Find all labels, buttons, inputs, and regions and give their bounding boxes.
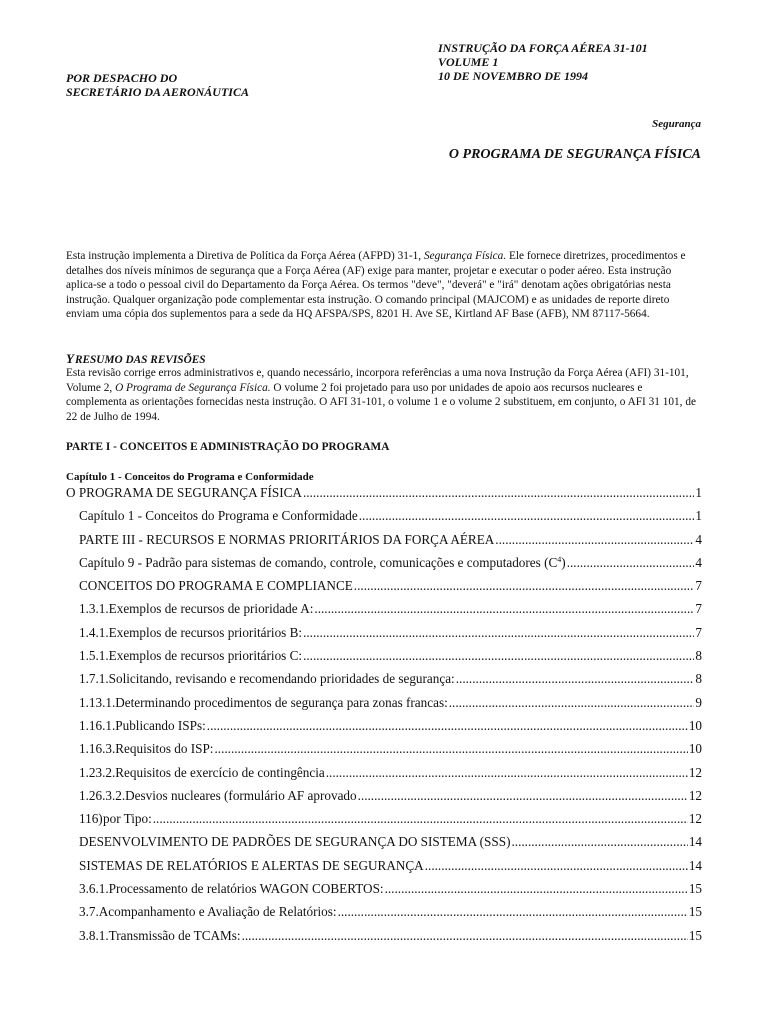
toc-entry-page: 1 bbox=[695, 508, 702, 524]
revisions-heading bbox=[66, 351, 206, 367]
toc-entry-number: 3.7. bbox=[79, 904, 99, 920]
toc-entry[interactable] bbox=[66, 695, 702, 718]
toc-leader-dots bbox=[314, 601, 694, 617]
revisions-text-2: O volume 2 foi projetado para uso por unidades de apoio aos recursos nucleares e complementa as orientações fornecidas nesta instrução. O AFI 31-101, o volume 1 e o volume 2 substituem, em conjunto, o AFI 31 101, de 22 de Julho de 1994. bbox=[66, 381, 696, 423]
toc-entry-number: 1.13.1. bbox=[79, 694, 116, 710]
chapter-heading: Capítulo 1 - Conceitos do Programa e Conformidade bbox=[66, 471, 314, 483]
toc-leader-dots bbox=[326, 765, 688, 781]
toc-entry-title bbox=[99, 904, 337, 920]
toc-entry-title-text: Requisitos do ISP: bbox=[115, 741, 214, 757]
toc-entry-title-text: Transmissão de TCAMs: bbox=[108, 927, 241, 943]
intro-text-1: Esta instrução implementa a Diretiva de Política da Força Aérea (AFPD) 31-1, bbox=[66, 250, 424, 262]
toc-entry-page: 7 bbox=[695, 624, 702, 640]
toc-entry-title bbox=[109, 625, 302, 641]
toc-entry[interactable] bbox=[66, 508, 702, 531]
toc-entry-title bbox=[79, 858, 424, 874]
toc-entry[interactable] bbox=[66, 718, 702, 741]
toc-entry-title-text: PARTE III - RECURSOS E NORMAS PRIORITÁRIOS DA FORÇA AÉREA bbox=[79, 531, 495, 547]
intro-text-2: Ele fornece diretrizes, procedimentos e detalhes dos níveis mínimos de segurança que a Força Aérea (AF) exige para manter, projetar e executar o poder aéreo. Esta instrução aplica-se a todo o pessoal civil do Departamento da Força Aérea. Os termos "deve", "deverá" e "irá" denotam ações obrigatórias nesta instrução. Qualquer organização pode complementar esta instrução. O comando principal (MAJCOM) e as unidades de reporte direto enviam uma cópia dos suplementos para a sede da HQ AFSPA/SPS, 8201 H. Ave SE, Kirtland AF Base (AFB), NM 87117-5664. bbox=[66, 250, 686, 321]
toc-entry-page: 8 bbox=[695, 648, 702, 664]
document-title: O PROGRAMA DE SEGURANÇA FÍSICA bbox=[448, 147, 701, 162]
toc-entry-page: 4 bbox=[695, 554, 702, 570]
instruction-date: 10 DE NOVEMBRO DE 1994 bbox=[438, 69, 589, 83]
toc-entry[interactable] bbox=[66, 555, 702, 578]
toc-entry-number: 3.6.1. bbox=[79, 881, 109, 897]
toc-entry-title-text: Capítulo 1 - Conceitos do Programa e Conformidade bbox=[79, 508, 358, 524]
toc-entry[interactable] bbox=[66, 928, 702, 951]
toc-entry-page: 7 bbox=[695, 578, 702, 594]
toc-entry-number: 1.4.1. bbox=[79, 624, 109, 640]
category-label: Segurança bbox=[652, 118, 701, 130]
toc-entry-number: 1.23.2. bbox=[79, 764, 116, 780]
toc-entry-page: 12 bbox=[688, 787, 702, 803]
toc-entry[interactable] bbox=[66, 765, 702, 788]
table-of-contents bbox=[66, 485, 702, 951]
toc-entry-title bbox=[109, 671, 455, 687]
revisions-paragraph bbox=[66, 366, 702, 424]
revision-symbol-icon: Y bbox=[66, 351, 74, 366]
toc-leader-dots bbox=[385, 881, 688, 897]
toc-leader-dots bbox=[153, 811, 688, 827]
toc-entry-page: 14 bbox=[688, 834, 702, 850]
toc-leader-dots bbox=[354, 578, 695, 594]
toc-entry-page: 10 bbox=[688, 717, 702, 733]
toc-entry-number: 1.5.1. bbox=[79, 648, 109, 664]
toc-entry-page: 8 bbox=[695, 671, 702, 687]
revisions-italic: O Programa de Segurança Física. bbox=[115, 381, 271, 394]
toc-entry[interactable] bbox=[66, 532, 702, 555]
authority-line-2: SECRETÁRIO DA AERONÁUTICA bbox=[66, 85, 249, 99]
toc-entry[interactable] bbox=[66, 578, 702, 601]
toc-entry-title bbox=[79, 508, 358, 524]
toc-entry-page: 9 bbox=[695, 694, 702, 710]
toc-entry-title-text: O PROGRAMA DE SEGURANÇA FÍSICA bbox=[66, 485, 302, 500]
toc-entry[interactable] bbox=[66, 788, 702, 811]
toc-entry-title-text: Acompanhamento e Avaliação de Relatórios: bbox=[98, 904, 337, 920]
toc-entry-title-text: Solicitando, revisando e recomendando prioridades de segurança: bbox=[108, 671, 455, 687]
toc-entry-number: 1.3.1. bbox=[79, 601, 109, 617]
toc-leader-dots bbox=[358, 788, 688, 804]
toc-entry-title-text: CONCEITOS DO PROGRAMA E COMPLIANCE bbox=[79, 578, 353, 594]
toc-entry-title bbox=[115, 765, 324, 781]
toc-entry-number: 116) bbox=[79, 811, 103, 827]
part-heading: PARTE I - CONCEITOS E ADMINISTRAÇÃO DO PROGRAMA bbox=[66, 441, 390, 453]
toc-entry-title bbox=[109, 648, 302, 664]
toc-entry[interactable] bbox=[66, 858, 702, 881]
toc-entry-title-text: Exemplos de recursos prioritários B: bbox=[108, 624, 303, 640]
toc-leader-dots bbox=[214, 741, 687, 757]
toc-entry[interactable] bbox=[66, 648, 702, 671]
volume-label: VOLUME 1 bbox=[438, 55, 499, 69]
toc-leader-dots bbox=[456, 671, 695, 687]
toc-leader-dots bbox=[449, 695, 695, 711]
toc-leader-dots bbox=[303, 648, 694, 664]
toc-entry-title-text: por Tipo: bbox=[103, 811, 152, 827]
toc-entry-page: 15 bbox=[688, 927, 702, 943]
toc-leader-dots bbox=[207, 718, 688, 734]
toc-entry[interactable] bbox=[66, 625, 702, 648]
toc-entry[interactable] bbox=[66, 741, 702, 764]
toc-entry-page: 15 bbox=[688, 881, 702, 897]
toc-entry[interactable] bbox=[66, 601, 702, 624]
toc-entry-title-text: Exemplos de recursos prioritários C: bbox=[108, 648, 303, 664]
toc-leader-dots bbox=[303, 625, 694, 641]
instruction-number: INSTRUÇÃO DA FORÇA AÉREA 31-101 bbox=[438, 41, 648, 55]
revisions-heading-text: RESUMO DAS REVISÕES bbox=[74, 354, 206, 366]
toc-entry-page: 10 bbox=[688, 741, 702, 757]
toc-entry-title-text: Desvios nucleares (formulário AF aprovado bbox=[125, 787, 357, 803]
toc-entry-title bbox=[79, 834, 510, 850]
intro-italic: Segurança Física. bbox=[423, 250, 507, 262]
toc-leader-dots bbox=[495, 532, 694, 548]
toc-entry-title-text: Requisitos de exercício de contingência bbox=[115, 764, 325, 780]
toc-entry-title-text: Determinando procedimentos de segurança para zonas francas: bbox=[115, 694, 448, 710]
toc-entry-title bbox=[79, 578, 353, 594]
toc-entry-title bbox=[79, 532, 494, 548]
toc-entry-number: 3.8.1. bbox=[79, 927, 109, 943]
toc-entry-page: 12 bbox=[688, 811, 702, 827]
toc-entry-page: 15 bbox=[688, 904, 702, 920]
toc-entry-title bbox=[109, 928, 241, 944]
toc-entry-page: 1 bbox=[695, 485, 702, 500]
authority-line-1: POR DESPACHO DO bbox=[66, 71, 178, 85]
toc-entry-title-text: Processamento de relatórios WAGON COBERTOS: bbox=[108, 881, 384, 897]
toc-entry-suffix: ) bbox=[561, 554, 566, 570]
toc-entry-title-text: Capítulo 9 - Padrão para sistemas de comando, controle, comunicações e computadores (C bbox=[79, 554, 558, 570]
toc-entry-title bbox=[79, 555, 566, 571]
intro-paragraph bbox=[66, 249, 702, 322]
toc-entry-title-text: DESENVOLVIMENTO DE PADRÕES DE SEGURANÇA DO SISTEMA (SSS) bbox=[79, 834, 511, 850]
toc-leader-dots bbox=[567, 555, 695, 571]
toc-leader-dots bbox=[359, 508, 695, 524]
toc-entry-title bbox=[109, 881, 384, 897]
toc-entry-title bbox=[115, 718, 206, 734]
toc-entry-number: 1.16.3. bbox=[79, 741, 116, 757]
toc-entry[interactable] bbox=[66, 671, 702, 694]
toc-entry-title-text: SISTEMAS DE RELATÓRIOS E ALERTAS DE SEGURANÇA bbox=[79, 857, 424, 873]
instruction-header bbox=[438, 41, 648, 83]
toc-entry-title-text: Exemplos de recursos de prioridade A: bbox=[108, 601, 314, 617]
toc-entry-title bbox=[66, 485, 302, 501]
toc-entry-number: 1.16.1. bbox=[79, 717, 116, 733]
toc-entry-number: 1.7.1. bbox=[79, 671, 109, 687]
toc-entry[interactable] bbox=[66, 811, 702, 834]
toc-entry-page: 14 bbox=[688, 857, 702, 873]
toc-leader-dots bbox=[511, 834, 687, 850]
toc-entry-title bbox=[109, 601, 314, 617]
toc-entry[interactable] bbox=[66, 834, 702, 857]
toc-entry-page: 12 bbox=[688, 764, 702, 780]
toc-entry-superscript: 4 bbox=[557, 554, 562, 564]
toc-entry-title bbox=[125, 788, 356, 804]
toc-leader-dots bbox=[242, 928, 688, 944]
authority-header bbox=[66, 71, 249, 99]
toc-entry-number: 1.26.3.2. bbox=[79, 787, 126, 803]
toc-entry-title-text: Publicando ISPs: bbox=[115, 717, 206, 733]
toc-entry-title bbox=[115, 741, 213, 757]
toc-leader-dots bbox=[425, 858, 688, 874]
toc-entry-title bbox=[115, 695, 447, 711]
toc-entry-page: 7 bbox=[695, 601, 702, 617]
toc-leader-dots bbox=[303, 485, 694, 501]
toc-entry-title bbox=[103, 811, 152, 827]
toc-entry[interactable] bbox=[66, 904, 702, 927]
toc-entry[interactable] bbox=[66, 485, 702, 508]
toc-leader-dots bbox=[338, 904, 688, 920]
revisions-text-1: Esta revisão corrige erros administrativos e, quando necessário, incorpora referências a uma nova Instrução da Força Aérea (AFI) 31-101, Volume 2, bbox=[66, 367, 689, 394]
toc-entry-page: 4 bbox=[695, 531, 702, 547]
toc-entry[interactable] bbox=[66, 881, 702, 904]
